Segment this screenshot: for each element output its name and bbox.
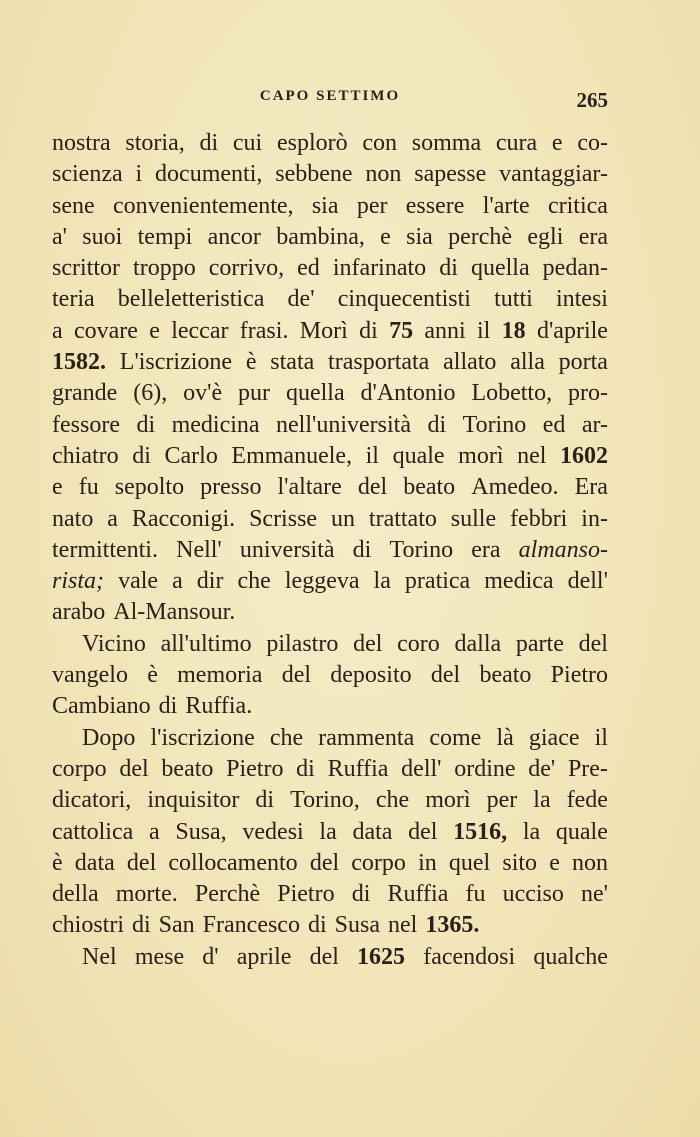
word: 1365. <box>425 912 480 939</box>
word: 1602 <box>560 442 608 469</box>
text-line <box>52 504 608 535</box>
word: rista; <box>52 568 105 595</box>
text-line <box>52 566 608 597</box>
word: suoi <box>82 223 123 250</box>
word: data <box>352 818 393 845</box>
word: pedan- <box>542 255 608 282</box>
word: di <box>352 536 372 563</box>
word: pilastro <box>266 630 339 657</box>
word: (6), <box>133 380 168 407</box>
word: dell' <box>401 755 442 782</box>
word: Pietro <box>226 755 284 782</box>
word: ed <box>542 411 566 438</box>
word: critica <box>547 192 608 219</box>
word: tempi <box>137 223 193 250</box>
text-line <box>52 942 608 973</box>
word: cui <box>232 130 263 156</box>
word: 1625 <box>357 943 406 970</box>
word: e <box>549 849 560 876</box>
word: di <box>136 411 156 438</box>
text-line <box>52 128 608 159</box>
word: Al-Mansour. <box>113 599 236 626</box>
word: porta <box>558 349 608 376</box>
word: Pre- <box>567 755 608 782</box>
word: vantaggiar- <box>499 161 608 188</box>
word: de' <box>287 286 315 313</box>
word: sulle <box>450 505 497 532</box>
word: medica <box>484 568 554 595</box>
word: coro <box>397 630 440 657</box>
word: la <box>522 818 541 845</box>
word: Dopo <box>82 724 136 751</box>
word: d'aprile <box>536 317 608 344</box>
word: d'Antonio <box>360 380 456 407</box>
word: cinquecentisti <box>337 286 471 313</box>
word: frasi. <box>239 317 289 344</box>
word: beato <box>479 662 532 689</box>
word: fu <box>78 474 99 501</box>
word: università <box>239 536 335 563</box>
word: San <box>158 912 195 939</box>
word: medicina <box>171 411 260 438</box>
word: cattolica <box>52 818 134 845</box>
word: là <box>496 724 514 751</box>
text-line <box>52 597 608 628</box>
word: del <box>309 849 340 876</box>
word: termittenti. <box>52 536 158 563</box>
word: giace <box>528 724 580 751</box>
word: scrittor <box>52 255 120 282</box>
word: L'iscrizione <box>119 349 233 376</box>
word: co- <box>577 130 608 156</box>
word: morì <box>425 787 471 814</box>
word: mese <box>134 943 185 970</box>
text-line <box>52 284 608 315</box>
word: leccar <box>171 317 229 344</box>
word: del <box>309 943 339 970</box>
word: aprile <box>236 943 292 970</box>
word: un <box>330 505 355 532</box>
word: e <box>149 317 160 344</box>
word: ed <box>297 255 320 282</box>
word: di <box>427 411 447 438</box>
word: alla <box>510 349 545 376</box>
word: non <box>365 161 402 188</box>
word: quale <box>392 442 445 469</box>
page-number: 265 <box>576 88 608 112</box>
word: ucciso <box>502 881 564 908</box>
word: Susa <box>334 912 380 939</box>
word: dir <box>196 568 224 595</box>
word: egli <box>527 223 564 250</box>
word: Cambiano <box>52 693 151 720</box>
text-line <box>52 629 608 660</box>
word: a <box>107 505 118 532</box>
word: convenientemente, <box>112 192 294 219</box>
word: Emmanuele, <box>231 442 353 469</box>
word: i <box>135 161 143 188</box>
word: e <box>380 223 391 250</box>
text-line <box>52 378 608 409</box>
word: trattato <box>368 505 437 532</box>
word: quella <box>285 380 345 407</box>
word: corpo <box>351 849 406 876</box>
word: essere <box>405 192 465 219</box>
word: del <box>357 474 388 501</box>
word: febbri <box>510 505 568 532</box>
word: sebbene <box>275 161 353 188</box>
word: l'arte <box>482 192 530 219</box>
word: Scrisse <box>249 505 318 532</box>
word: rammenta <box>318 724 415 751</box>
word: 18 <box>501 317 526 344</box>
text-line <box>52 316 608 347</box>
word: è <box>52 849 63 876</box>
word: dell' <box>567 568 608 595</box>
text-line <box>52 222 608 253</box>
word: nostra <box>52 130 111 156</box>
word: del <box>408 818 438 845</box>
word: della <box>52 881 99 908</box>
word: dalla <box>454 630 502 657</box>
word: pro- <box>568 380 608 407</box>
word: perchè <box>448 223 513 250</box>
word: beato <box>403 474 456 501</box>
word: almanso- <box>518 536 608 563</box>
word: infarinato <box>332 255 427 282</box>
word: e <box>551 130 563 156</box>
word: qualche <box>533 943 608 970</box>
word: sito <box>502 849 538 876</box>
word: Era <box>574 474 608 501</box>
word: quel <box>448 849 491 876</box>
word: sene <box>52 192 95 219</box>
text-line <box>52 691 608 722</box>
text-line <box>52 410 608 441</box>
word: di <box>158 693 178 720</box>
word: allato <box>443 349 497 376</box>
word: presso <box>200 474 262 501</box>
text-line <box>52 910 608 941</box>
word: fessore <box>52 411 120 438</box>
word: inquisitor <box>147 787 240 814</box>
word: documenti, <box>155 161 263 188</box>
text-line <box>52 441 608 472</box>
word: di <box>359 317 378 344</box>
body-text <box>52 128 608 973</box>
word: belleletteristica <box>117 286 265 313</box>
word: nato <box>52 505 94 532</box>
word: tutti <box>494 286 533 313</box>
word: con <box>362 130 398 156</box>
word: di <box>296 755 315 782</box>
word: fu <box>465 881 486 908</box>
word: di <box>132 912 151 939</box>
word: per <box>486 787 518 814</box>
word: corpo <box>52 755 107 782</box>
word: a' <box>52 223 67 250</box>
word: Torino <box>462 411 527 438</box>
word: facendosi <box>423 943 516 970</box>
word: d' <box>202 943 219 970</box>
word: Morì <box>299 317 348 344</box>
text-line <box>52 535 608 566</box>
word: Carlo <box>164 442 218 469</box>
word: Ruffia <box>327 755 389 782</box>
text-line <box>52 879 608 910</box>
word: Pietro <box>277 881 335 908</box>
word: la <box>533 787 551 814</box>
text-line <box>52 723 608 754</box>
word: il <box>594 724 608 751</box>
word: nel <box>517 442 547 469</box>
word: Francesco <box>202 912 300 939</box>
word: chiatro <box>52 442 119 469</box>
word: per <box>356 192 388 219</box>
word: Ruffia <box>387 881 449 908</box>
word: di <box>255 787 275 814</box>
word: il <box>477 317 491 344</box>
text-line <box>52 159 608 190</box>
word: Amedeo. <box>471 474 559 501</box>
word: vangelo <box>52 662 128 689</box>
word: era <box>471 536 501 563</box>
word: chiostri <box>52 912 124 939</box>
word: all'ultimo <box>160 630 252 657</box>
word: ordine <box>454 755 516 782</box>
word: sapesse <box>414 161 487 188</box>
word: Vicino <box>82 630 146 657</box>
word: Lobetto, <box>471 380 553 407</box>
word: Susa, <box>175 818 227 845</box>
word: era <box>578 223 608 250</box>
word: 1516, <box>453 818 508 845</box>
word: scienza <box>52 161 123 188</box>
text-line <box>52 472 608 503</box>
word: del <box>430 662 461 689</box>
word: sia <box>406 223 433 250</box>
text-line <box>52 660 608 691</box>
word: di <box>439 255 458 282</box>
word: a <box>52 317 63 344</box>
word: storia, <box>125 130 185 156</box>
word: nel <box>387 912 418 939</box>
word: nell'università <box>276 411 411 438</box>
word: Nell' <box>176 536 222 563</box>
word: bambina, <box>276 223 365 250</box>
word: ov'è <box>183 380 223 407</box>
word: che <box>375 787 410 814</box>
word: covare <box>73 317 138 344</box>
word: quale <box>555 818 608 845</box>
word: del <box>353 630 383 657</box>
word: in- <box>581 505 608 532</box>
word: arabo <box>52 599 106 626</box>
word: ne' <box>581 881 608 908</box>
word: sia <box>311 192 339 219</box>
word: anni <box>424 317 466 344</box>
word: collocamento <box>168 849 298 876</box>
word: Ruffia. <box>185 693 253 720</box>
word: la <box>319 818 337 845</box>
word: intesi <box>555 286 608 313</box>
word: del <box>578 630 608 657</box>
word: e <box>52 474 63 501</box>
word: morte. <box>115 881 178 908</box>
word: data <box>74 849 115 876</box>
word: ar- <box>581 411 608 438</box>
word: vale <box>118 568 159 595</box>
running-title: CAPO SETTIMO <box>259 88 401 104</box>
word: Perchè <box>194 881 261 908</box>
word: come <box>429 724 482 751</box>
word: è <box>245 349 257 376</box>
word: Torino, <box>290 787 360 814</box>
word: pratica <box>404 568 471 595</box>
text-line <box>52 785 608 816</box>
word: fede <box>566 787 608 814</box>
word: vedesi <box>242 818 304 845</box>
word: beato <box>161 755 214 782</box>
word: pur <box>238 380 271 407</box>
word: Racconigi. <box>131 505 236 532</box>
word: deposito <box>330 662 412 689</box>
word: in <box>418 849 437 876</box>
word: 75 <box>389 317 414 344</box>
word: grande <box>52 380 118 407</box>
word: morì <box>458 442 504 469</box>
word: di <box>132 442 151 469</box>
word: non <box>571 849 608 876</box>
word: leggeva <box>284 568 360 595</box>
text-line <box>52 848 608 879</box>
word: che <box>237 568 271 595</box>
word: stata <box>270 349 315 376</box>
word: a <box>148 818 160 845</box>
word: dicatori, <box>52 787 132 814</box>
word: Torino <box>389 536 454 563</box>
word: del <box>119 755 149 782</box>
text-line <box>52 191 608 222</box>
word: somma <box>411 130 482 156</box>
word: cura <box>495 130 538 156</box>
word: sepolto <box>114 474 185 501</box>
word: parte <box>515 630 564 657</box>
word: a <box>172 568 183 595</box>
text-line <box>52 347 608 378</box>
word: quella <box>470 255 530 282</box>
word: l'altare <box>277 474 342 501</box>
word: del <box>126 849 157 876</box>
word: di <box>351 881 371 908</box>
word: è <box>147 662 158 689</box>
word: Nel <box>82 943 117 970</box>
word: corrivo, <box>208 255 285 282</box>
word: l'iscrizione <box>150 724 255 751</box>
page-header <box>52 88 608 118</box>
word: trasportata <box>328 349 430 376</box>
word: troppo <box>133 255 196 282</box>
word: Pietro <box>550 662 608 689</box>
word: di <box>307 912 327 939</box>
word: la <box>373 568 391 595</box>
word: teria <box>52 286 95 313</box>
word: di <box>199 130 219 156</box>
word: che <box>269 724 304 751</box>
word: il <box>365 442 379 469</box>
word: esplorò <box>276 130 348 156</box>
word: memoria <box>177 662 263 689</box>
text-line <box>52 754 608 785</box>
word: ancor <box>207 223 261 250</box>
word: de' <box>528 755 556 782</box>
word: 1582. <box>52 349 106 376</box>
text-line <box>52 817 608 848</box>
word: del <box>281 662 312 689</box>
text-line <box>52 253 608 284</box>
